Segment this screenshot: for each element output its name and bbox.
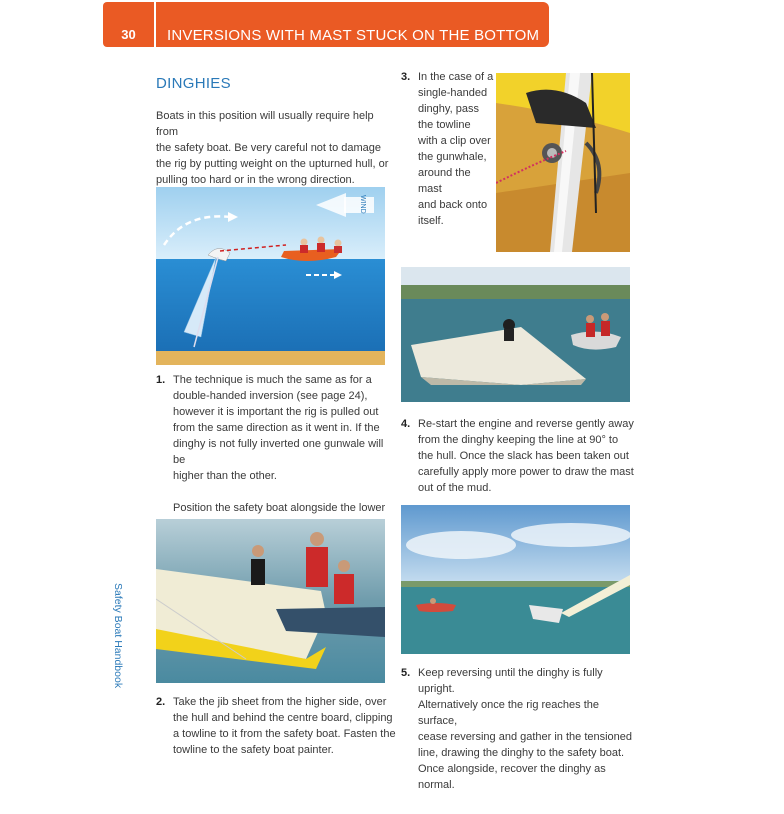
page-header xyxy=(103,2,549,47)
rescue-diagram xyxy=(156,187,385,365)
photo-crew-at-hull xyxy=(156,519,385,683)
rescue-diagram-svg xyxy=(156,187,385,365)
intro-paragraph xyxy=(156,108,396,188)
step-line: Keep reversing until the dinghy is fully upright. xyxy=(418,667,603,695)
intro-line: pulling too hard or in the wrong direction. xyxy=(156,174,355,186)
step-line: Once alongside, recover the dinghy as normal. xyxy=(418,763,606,791)
intro-line: Boats in this position will usually require help from xyxy=(156,110,374,138)
step-line: from the dinghy keeping the line at 90° to xyxy=(418,434,619,446)
step-line: In the case of a xyxy=(418,71,494,83)
step-line: The technique is much the same as for a xyxy=(173,374,372,386)
step-line: single-handed xyxy=(418,87,488,99)
step-number: 5. xyxy=(401,667,411,679)
step-line: from the same direction as it went in. If the xyxy=(173,422,380,434)
step-line: cease reversing and gather in the tensioned xyxy=(418,731,633,743)
step-line: the hull. Once the slack has been taken out xyxy=(418,450,629,462)
step-2 xyxy=(156,694,396,760)
step-line: carefully apply more power to draw the mast xyxy=(418,466,634,478)
step-line: the towline xyxy=(418,119,471,131)
step-number: 1. xyxy=(156,374,166,386)
step-1 xyxy=(156,372,396,512)
chapter-title: INVERSIONS WITH MAST STUCK ON THE BOTTOM xyxy=(167,27,540,44)
step-text xyxy=(173,694,396,758)
intro-line: the safety boat. Be very careful not to damage xyxy=(156,142,382,154)
step-line: line, drawing the dinghy to the safety boat. xyxy=(418,747,625,759)
photo-dinghy-rising xyxy=(401,505,630,654)
step-line: Position the safety boat alongside the lower xyxy=(173,502,386,514)
step-line: double-handed inversion (see page 24), xyxy=(173,390,368,402)
step-line: higher than the other. xyxy=(173,470,277,482)
step-text xyxy=(418,69,497,229)
step-3 xyxy=(401,69,497,227)
step-line: around the mast xyxy=(418,167,471,195)
wind-label: WIND xyxy=(359,195,366,214)
step-text xyxy=(418,416,634,496)
step-number: 3. xyxy=(401,71,411,83)
photo-mast-clip xyxy=(496,73,630,252)
step-line: the gunwhale, xyxy=(418,151,487,163)
step-text xyxy=(173,372,396,532)
page-number: 30 xyxy=(121,27,136,42)
step-line: out of the mud. xyxy=(418,482,492,494)
step-number: 2. xyxy=(156,696,166,708)
step-number: 4. xyxy=(401,418,411,430)
step-line: and back onto xyxy=(418,199,488,211)
intro-line: the rig by putting weight on the upturned hull, or xyxy=(156,158,389,170)
step-line: Take the jib sheet from the higher side, over xyxy=(173,696,387,708)
step-line: dinghy, pass xyxy=(418,103,479,115)
photo-capsized-dinghy xyxy=(401,267,630,402)
step-4 xyxy=(401,416,641,498)
book-title-side-label: Safety Boat Handbook xyxy=(112,583,124,689)
header-divider xyxy=(154,2,156,47)
step-line: however it is important the rig is pulled out xyxy=(173,406,379,418)
step-line: dinghy is not fully inverted one gunwale will be xyxy=(173,438,384,466)
step-5 xyxy=(401,665,641,791)
step-line: itself. xyxy=(418,215,444,227)
step-line: Re-start the engine and reverse gently away xyxy=(418,418,634,430)
step-text xyxy=(418,665,641,793)
step-line: a towline to it from the safety boat. Fasten the xyxy=(173,728,396,740)
section-title: DINGHIES xyxy=(156,75,231,92)
step-line: Alternatively once the rig reaches the surface, xyxy=(418,699,599,727)
step-line: the hull and behind the centre board, clipping xyxy=(173,712,393,724)
step-line: towline to the safety boat painter. xyxy=(173,744,334,756)
step-line: with a clip over xyxy=(418,135,491,147)
